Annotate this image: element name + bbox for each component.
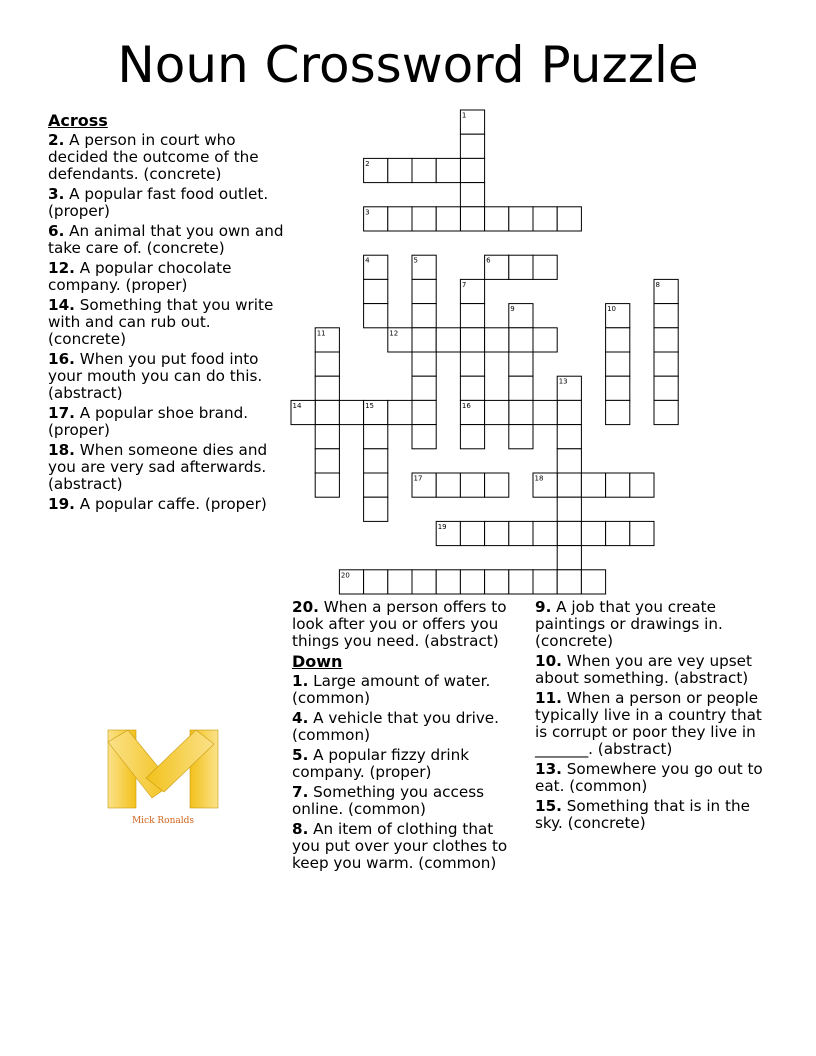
down-heading: Down [292, 652, 343, 671]
clue-text: A popular caffe. (proper) [79, 495, 267, 513]
grid-cell[interactable] [509, 255, 533, 279]
clue-number: 1. [292, 672, 309, 690]
grid-cell[interactable] [581, 473, 605, 497]
grid-cell[interactable] [485, 400, 509, 424]
grid-cell[interactable] [460, 352, 484, 376]
grid-cell[interactable] [388, 570, 412, 594]
grid-cell-number: 19 [437, 522, 447, 531]
grid-cell[interactable] [557, 207, 581, 231]
clue-across-2 [48, 132, 288, 183]
grid-cell[interactable] [412, 304, 436, 328]
grid-cell[interactable] [557, 521, 581, 545]
grid-cell-number: 15 [365, 401, 375, 410]
grid-cell[interactable] [630, 473, 654, 497]
grid-cell[interactable] [412, 352, 436, 376]
grid-cell[interactable] [557, 425, 581, 449]
logo-caption: Mick Ronalds [131, 816, 195, 826]
clue-column-right [535, 599, 770, 835]
clue-across-18 [48, 442, 288, 493]
grid-cell[interactable] [509, 352, 533, 376]
grid-cell-number: 12 [389, 329, 399, 338]
clue-across-3 [48, 186, 288, 220]
grid-cell-number: 13 [558, 377, 568, 386]
grid-cell[interactable] [315, 473, 339, 497]
grid-cell[interactable] [460, 158, 484, 182]
clue-number: 18. [48, 441, 75, 459]
grid-cell[interactable] [412, 376, 436, 400]
clue-number: 5. [292, 746, 309, 764]
clue-across-12 [48, 260, 288, 294]
grid-cell[interactable] [606, 400, 630, 424]
grid-cell[interactable] [460, 473, 484, 497]
grid-cell[interactable] [315, 352, 339, 376]
grid-cell[interactable] [388, 158, 412, 182]
grid-cell-number: 18 [534, 474, 544, 483]
clue-number: 13. [535, 760, 562, 778]
clue-text: Something that is in the sky. (concrete) [535, 797, 750, 832]
clue-down-8 [292, 821, 524, 872]
grid-cell[interactable] [654, 328, 678, 352]
grid-cell-number: 4 [365, 256, 370, 265]
grid-cell[interactable] [315, 449, 339, 473]
clue-down-7 [292, 784, 524, 818]
grid-cell[interactable] [412, 570, 436, 594]
clue-across-6 [48, 223, 288, 257]
clue-number: 9. [535, 598, 552, 616]
grid-cell[interactable] [581, 570, 605, 594]
grid-cell[interactable] [460, 425, 484, 449]
grid-cell[interactable] [364, 570, 388, 594]
grid-cell[interactable] [460, 134, 484, 158]
clue-number: 7. [292, 783, 309, 801]
grid-cell[interactable] [436, 328, 460, 352]
grid-cell[interactable] [533, 570, 557, 594]
grid-cell[interactable] [315, 425, 339, 449]
grid-cell-number: 11 [316, 329, 326, 338]
clue-text: When you are vey upset about something. (abstract) [535, 652, 752, 687]
grid-cell[interactable] [533, 328, 557, 352]
grid-cell[interactable] [509, 400, 533, 424]
grid-cell[interactable] [485, 328, 509, 352]
clue-number: 3. [48, 185, 65, 203]
grid-cell[interactable] [630, 521, 654, 545]
grid-cell[interactable] [509, 207, 533, 231]
grid-cell[interactable] [654, 352, 678, 376]
clue-text: A popular chocolate company. (proper) [48, 259, 232, 294]
clue-down-5 [292, 747, 524, 781]
grid-cell[interactable] [436, 158, 460, 182]
clue-number: 11. [535, 689, 562, 707]
grid-cell-number: 20 [340, 571, 350, 580]
clue-text: A person in court who decided the outcome of the defendants. (concrete) [48, 131, 259, 183]
grid-cell[interactable] [509, 425, 533, 449]
clue-number: 8. [292, 820, 309, 838]
clue-down-13 [535, 761, 770, 795]
grid-cell[interactable] [533, 255, 557, 279]
grid-cell[interactable] [557, 473, 581, 497]
clue-text: An animal that you own and take care of. (concrete) [48, 222, 284, 257]
grid-cell[interactable] [485, 570, 509, 594]
grid-cell[interactable] [460, 183, 484, 207]
page-title: Noun Crossword Puzzle [117, 36, 699, 94]
clue-text: A popular shoe brand. (proper) [48, 404, 249, 439]
grid-cell[interactable] [412, 207, 436, 231]
clue-number: 4. [292, 709, 309, 727]
grid-cell-number: 5 [413, 256, 418, 265]
grid-cell[interactable] [654, 376, 678, 400]
grid-cell[interactable] [533, 400, 557, 424]
grid-cell[interactable] [412, 425, 436, 449]
grid-cell[interactable] [364, 425, 388, 449]
clue-number: 14. [48, 296, 75, 314]
grid-cell[interactable] [460, 328, 484, 352]
grid-cell[interactable] [509, 521, 533, 545]
grid-cell[interactable] [436, 207, 460, 231]
clue-across-20 [292, 599, 524, 650]
grid-cell[interactable] [557, 546, 581, 570]
grid-cell[interactable] [485, 473, 509, 497]
grid-cell[interactable] [485, 521, 509, 545]
clue-across-16 [48, 351, 288, 402]
grid-cell[interactable] [339, 400, 363, 424]
grid-cell[interactable] [581, 521, 605, 545]
grid-cell[interactable] [606, 376, 630, 400]
grid-cell[interactable] [460, 376, 484, 400]
clue-down-1 [292, 673, 524, 707]
clue-text: When someone dies and you are very sad afterwards. (abstract) [48, 441, 268, 493]
clue-text: Something you access online. (common) [292, 783, 485, 818]
grid-cell[interactable] [364, 304, 388, 328]
clue-number: 19. [48, 495, 75, 513]
grid-cell[interactable] [364, 279, 388, 303]
grid-cell[interactable] [557, 400, 581, 424]
clue-across-14 [48, 297, 288, 348]
grid-cell[interactable] [412, 400, 436, 424]
clue-number: 20. [292, 598, 319, 616]
grid-cell[interactable] [606, 473, 630, 497]
grid-cell[interactable] [412, 328, 436, 352]
clue-number: 6. [48, 222, 65, 240]
grid-cell[interactable] [436, 473, 460, 497]
clue-number: 12. [48, 259, 75, 277]
clue-text: A job that you create paintings or drawings in. (concrete) [535, 598, 723, 650]
grid-cell[interactable] [533, 207, 557, 231]
grid-cell[interactable] [412, 158, 436, 182]
clue-number: 15. [535, 797, 562, 815]
clue-number: 10. [535, 652, 562, 670]
grid-cell-number: 16 [461, 401, 471, 410]
grid-cell[interactable] [654, 304, 678, 328]
grid-cell-number: 10 [607, 305, 617, 314]
clue-text: An item of clothing that you put over your clothes to keep you warm. (common) [292, 820, 508, 872]
grid-cell[interactable] [533, 521, 557, 545]
clue-number: 2. [48, 131, 65, 149]
grid-cell[interactable] [485, 207, 509, 231]
grid-cell-number: 3 [365, 208, 370, 217]
grid-cell-number: 7 [461, 280, 467, 289]
grid-cell[interactable] [364, 497, 388, 521]
grid-cell[interactable] [364, 473, 388, 497]
grid-cell[interactable] [606, 328, 630, 352]
across-heading: Across [48, 111, 108, 130]
grid-cell[interactable] [557, 497, 581, 521]
clue-across-19 [48, 496, 288, 513]
clue-down-15 [535, 798, 770, 832]
grid-cell[interactable] [606, 352, 630, 376]
grid-cell[interactable] [606, 521, 630, 545]
clue-text: When a person or people typically live in a country that is corrupt or poor they live in _______. (abstract) [535, 689, 762, 758]
clue-down-11 [535, 690, 770, 758]
clue-number: 17. [48, 404, 75, 422]
clue-text: When a person offers to look after you or offers you things you need. (abstract) [292, 598, 507, 650]
grid-cell[interactable] [557, 449, 581, 473]
grid-cell[interactable] [460, 304, 484, 328]
grid-cell[interactable] [509, 328, 533, 352]
clue-across-17 [48, 405, 288, 439]
logo-icon [98, 722, 228, 830]
grid-cell[interactable] [557, 570, 581, 594]
grid-cell[interactable] [315, 376, 339, 400]
grid-cell[interactable] [509, 570, 533, 594]
grid-cell-number: 8 [655, 280, 660, 289]
clue-down-10 [535, 653, 770, 687]
clue-text: A vehicle that you drive. (common) [292, 709, 499, 744]
grid-cell-number: 17 [413, 474, 423, 483]
clue-text: When you put food into your mouth you can do this. (abstract) [48, 350, 263, 402]
clue-text: Somewhere you go out to eat. (common) [535, 760, 763, 795]
across-clues [48, 112, 288, 516]
grid-cell[interactable] [509, 376, 533, 400]
clue-down-4 [292, 710, 524, 744]
grid-cell[interactable] [315, 400, 339, 424]
clue-text: A popular fast food outlet. (proper) [48, 185, 269, 220]
clue-column-middle [292, 599, 524, 875]
grid-cell[interactable] [654, 400, 678, 424]
grid-cell[interactable] [460, 570, 484, 594]
clue-text: Large amount of water. (common) [292, 672, 491, 707]
grid-cell[interactable] [460, 207, 484, 231]
grid-cell[interactable] [388, 207, 412, 231]
grid-cell[interactable] [436, 570, 460, 594]
grid-cell-number: 2 [365, 159, 370, 168]
grid-cell[interactable] [412, 279, 436, 303]
clue-number: 16. [48, 350, 75, 368]
grid-cell[interactable] [364, 449, 388, 473]
clue-text: A popular fizzy drink company. (proper) [292, 746, 470, 781]
clue-down-9 [535, 599, 770, 650]
grid-cell-number: 6 [486, 256, 491, 265]
grid-cell[interactable] [460, 521, 484, 545]
grid-cell-number: 1 [461, 111, 467, 120]
clue-text: Something that you write with and can rub out. (concrete) [48, 296, 274, 348]
grid-cell-number: 14 [292, 401, 302, 410]
grid-cell-number: 9 [510, 305, 515, 314]
grid-cell[interactable] [388, 400, 412, 424]
